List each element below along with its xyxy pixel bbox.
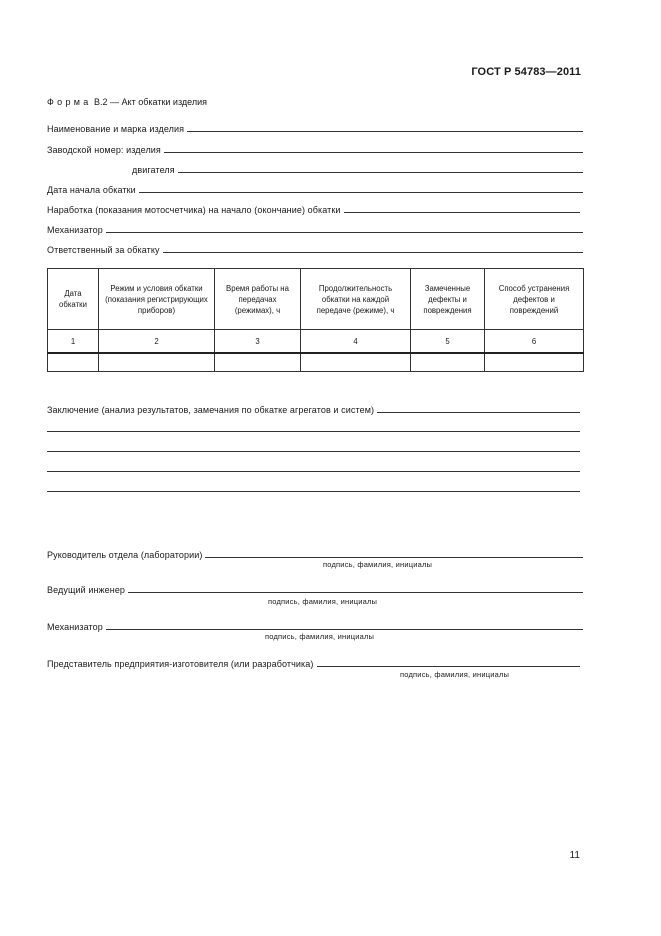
conclusion-blank-line[interactable] xyxy=(47,471,580,472)
table-cell[interactable] xyxy=(215,353,301,372)
form-title-prefix: Форма xyxy=(47,97,92,107)
table-header-cell: Продолжительность обкатки на каждой передаче (режиме), ч xyxy=(301,269,411,330)
run-in-table xyxy=(47,268,584,372)
field-label: Наименование и марка изделия xyxy=(47,124,185,134)
conclusion-blank-line[interactable] xyxy=(47,491,580,492)
field-product-name[interactable] xyxy=(47,122,583,134)
table-header-cell: Время работы на передачах (режимах), ч xyxy=(215,269,301,330)
page-number: 11 xyxy=(569,850,580,861)
fill-line[interactable] xyxy=(377,403,580,413)
field-conclusion[interactable] xyxy=(47,403,580,415)
signature-line[interactable] xyxy=(106,620,583,630)
table-header-cell: Способ устранения дефектов и повреждений xyxy=(485,269,584,330)
field-label: двигателя xyxy=(132,165,175,175)
column-number: 4 xyxy=(301,330,411,354)
column-number: 1 xyxy=(48,330,99,354)
table-header-cell: Дата обкатки xyxy=(48,269,99,330)
form-title-rest: В.2 — Акт обкатки изделия xyxy=(91,97,207,107)
table-cell[interactable] xyxy=(411,353,485,372)
field-label: Заключение (анализ результатов, замечания по обкатке агрегатов и систем) xyxy=(47,405,375,415)
field-label: Наработка (показания мотосчетчика) на начало (окончание) обкатки xyxy=(47,205,341,215)
signature-line[interactable] xyxy=(128,583,583,593)
signature-operator[interactable] xyxy=(47,620,583,632)
field-operator[interactable] xyxy=(47,223,583,235)
document-code: ГОСТ Р 54783—2011 xyxy=(471,66,581,78)
signature-lead-engineer[interactable] xyxy=(47,583,583,595)
field-label: Дата начала обкатки xyxy=(47,185,136,195)
column-number: 3 xyxy=(215,330,301,354)
fill-line[interactable] xyxy=(163,243,583,253)
fill-line[interactable] xyxy=(106,223,583,233)
field-responsible[interactable] xyxy=(47,243,583,255)
column-number: 2 xyxy=(99,330,215,354)
table-number-row xyxy=(48,330,584,354)
table-row[interactable] xyxy=(48,353,584,372)
signature-caption: подпись, фамилия, инициалы xyxy=(265,632,375,641)
table-header-cell: Замеченные дефекты и повреждения xyxy=(411,269,485,330)
signature-label: Руководитель отдела (лаборатории) xyxy=(47,550,203,560)
table-cell[interactable] xyxy=(48,353,99,372)
table-cell[interactable] xyxy=(485,353,584,372)
table-cell[interactable] xyxy=(99,353,215,372)
field-operating-hours[interactable] xyxy=(47,203,580,215)
signature-department-head[interactable] xyxy=(47,548,583,560)
signature-line[interactable] xyxy=(205,548,583,558)
signature-line[interactable] xyxy=(317,657,581,667)
fill-line[interactable] xyxy=(164,143,583,153)
fill-line[interactable] xyxy=(139,183,583,193)
table-header-row xyxy=(48,269,584,330)
signature-caption: подпись, фамилия, инициалы xyxy=(323,560,433,569)
signature-label: Механизатор xyxy=(47,622,103,632)
fill-line[interactable] xyxy=(344,203,580,213)
conclusion-blank-line[interactable] xyxy=(47,431,580,432)
field-label: Ответственный за обкатку xyxy=(47,245,160,255)
signature-label: Ведущий инженер xyxy=(47,585,126,595)
fill-line[interactable] xyxy=(178,163,583,173)
table-header-cell: Режим и условия обкатки (показания регистрирующих приборов) xyxy=(99,269,215,330)
signature-caption: подпись, фамилия, инициалы xyxy=(400,670,510,679)
signature-label: Представитель предприятия-изготовителя (или разработчика) xyxy=(47,659,314,669)
table-cell[interactable] xyxy=(301,353,411,372)
field-start-date[interactable] xyxy=(47,183,583,195)
field-serial-engine[interactable] xyxy=(132,163,583,175)
form-title xyxy=(47,97,207,107)
field-label: Заводской номер: изделия xyxy=(47,145,161,155)
column-number: 5 xyxy=(411,330,485,354)
signature-caption: подпись, фамилия, инициалы xyxy=(268,597,378,606)
signature-manufacturer-rep[interactable] xyxy=(47,657,580,669)
field-serial-product[interactable] xyxy=(47,143,583,155)
fill-line[interactable] xyxy=(187,122,583,132)
column-number: 6 xyxy=(485,330,584,354)
conclusion-blank-line[interactable] xyxy=(47,451,580,452)
field-label: Механизатор xyxy=(47,225,103,235)
